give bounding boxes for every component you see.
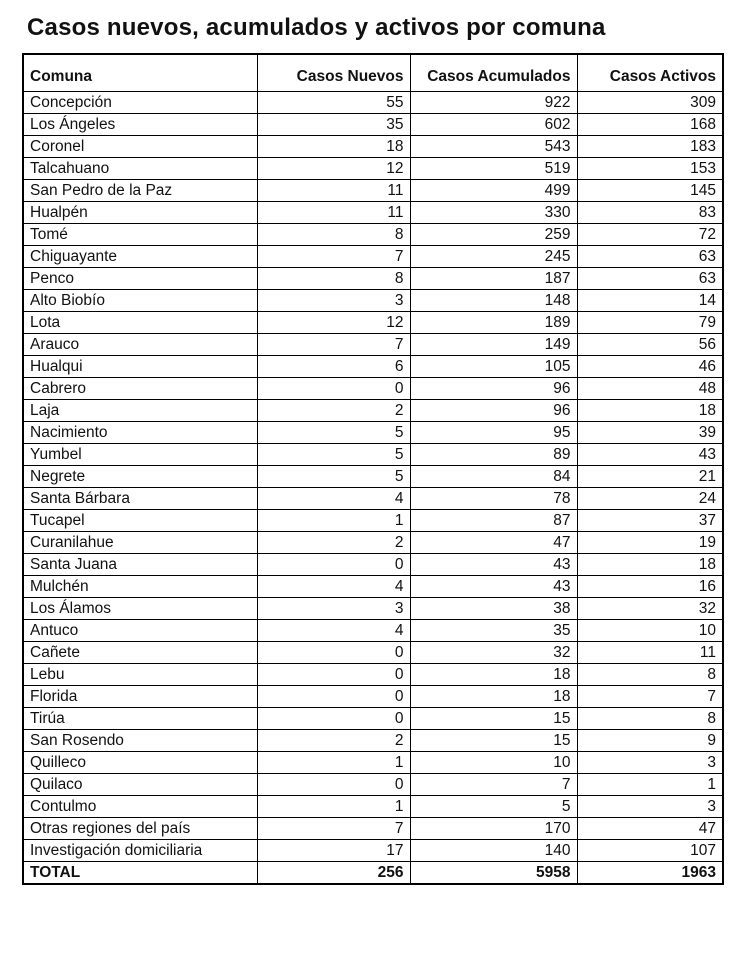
cell-comuna: Concepción	[23, 92, 257, 114]
header-casos-activos: Casos Activos	[577, 54, 723, 92]
cell-casos-acumulados: 89	[410, 444, 577, 466]
cell-casos-acumulados: 43	[410, 576, 577, 598]
cell-casos-activos: 46	[577, 356, 723, 378]
cell-casos-nuevos: 4	[257, 576, 410, 598]
cell-casos-acumulados: 499	[410, 180, 577, 202]
cell-casos-nuevos: 3	[257, 598, 410, 620]
cell-casos-activos: 48	[577, 378, 723, 400]
cell-casos-activos: 107	[577, 840, 723, 862]
cell-casos-acumulados: 922	[410, 92, 577, 114]
cell-casos-activos: 32	[577, 598, 723, 620]
cell-comuna: Negrete	[23, 466, 257, 488]
cell-comuna: Tomé	[23, 224, 257, 246]
cell-casos-nuevos: 6	[257, 356, 410, 378]
cell-casos-acumulados: 105	[410, 356, 577, 378]
cell-comuna: Cañete	[23, 642, 257, 664]
total-casos-activos: 1963	[577, 862, 723, 885]
cell-casos-activos: 83	[577, 202, 723, 224]
table-row	[23, 246, 723, 268]
cell-casos-acumulados: 32	[410, 642, 577, 664]
cell-casos-acumulados: 18	[410, 664, 577, 686]
cell-casos-activos: 18	[577, 554, 723, 576]
total-label: TOTAL	[23, 862, 257, 885]
cell-casos-acumulados: 149	[410, 334, 577, 356]
header-casos-acumulados: Casos Acumulados	[410, 54, 577, 92]
table-row	[23, 312, 723, 334]
cell-casos-acumulados: 96	[410, 378, 577, 400]
table-row	[23, 620, 723, 642]
cell-casos-acumulados: 95	[410, 422, 577, 444]
cell-casos-acumulados: 7	[410, 774, 577, 796]
cell-casos-nuevos: 0	[257, 708, 410, 730]
cell-casos-nuevos: 11	[257, 202, 410, 224]
cell-casos-nuevos: 1	[257, 510, 410, 532]
cell-casos-activos: 8	[577, 708, 723, 730]
table-row	[23, 268, 723, 290]
cell-casos-activos: 56	[577, 334, 723, 356]
cell-comuna: Quilleco	[23, 752, 257, 774]
cell-comuna: Contulmo	[23, 796, 257, 818]
cell-casos-activos: 14	[577, 290, 723, 312]
cell-casos-nuevos: 1	[257, 752, 410, 774]
cell-casos-acumulados: 259	[410, 224, 577, 246]
cell-casos-activos: 63	[577, 246, 723, 268]
cell-casos-activos: 47	[577, 818, 723, 840]
cell-casos-activos: 63	[577, 268, 723, 290]
cell-casos-acumulados: 5	[410, 796, 577, 818]
cell-casos-activos: 7	[577, 686, 723, 708]
cell-casos-activos: 19	[577, 532, 723, 554]
cell-casos-acumulados: 148	[410, 290, 577, 312]
cell-casos-nuevos: 0	[257, 774, 410, 796]
cell-casos-acumulados: 96	[410, 400, 577, 422]
cell-comuna: Chiguayante	[23, 246, 257, 268]
table-row	[23, 334, 723, 356]
cell-comuna: San Rosendo	[23, 730, 257, 752]
cell-casos-nuevos: 5	[257, 444, 410, 466]
cell-casos-activos: 153	[577, 158, 723, 180]
cell-casos-nuevos: 5	[257, 466, 410, 488]
cell-casos-nuevos: 0	[257, 642, 410, 664]
cell-casos-nuevos: 11	[257, 180, 410, 202]
cell-casos-acumulados: 187	[410, 268, 577, 290]
cell-casos-acumulados: 87	[410, 510, 577, 532]
table-row	[23, 708, 723, 730]
cell-comuna: Arauco	[23, 334, 257, 356]
cases-table	[22, 53, 724, 885]
cell-casos-activos: 16	[577, 576, 723, 598]
cell-comuna: Los Álamos	[23, 598, 257, 620]
table-row	[23, 642, 723, 664]
cell-casos-nuevos: 7	[257, 818, 410, 840]
cell-comuna: Yumbel	[23, 444, 257, 466]
cell-casos-nuevos: 0	[257, 686, 410, 708]
cell-casos-nuevos: 7	[257, 334, 410, 356]
cell-casos-activos: 18	[577, 400, 723, 422]
header-casos-nuevos: Casos Nuevos	[257, 54, 410, 92]
table-row	[23, 510, 723, 532]
cell-casos-acumulados: 189	[410, 312, 577, 334]
table-row	[23, 598, 723, 620]
cell-casos-acumulados: 18	[410, 686, 577, 708]
cell-casos-activos: 168	[577, 114, 723, 136]
table-row	[23, 356, 723, 378]
cell-comuna: Cabrero	[23, 378, 257, 400]
table-row	[23, 136, 723, 158]
total-row	[23, 862, 723, 885]
cell-comuna: Laja	[23, 400, 257, 422]
cell-casos-acumulados: 245	[410, 246, 577, 268]
cell-casos-acumulados: 43	[410, 554, 577, 576]
cell-casos-activos: 21	[577, 466, 723, 488]
cell-casos-activos: 3	[577, 752, 723, 774]
cell-casos-nuevos: 7	[257, 246, 410, 268]
cell-casos-acumulados: 84	[410, 466, 577, 488]
cell-casos-nuevos: 8	[257, 268, 410, 290]
cell-casos-nuevos: 17	[257, 840, 410, 862]
cell-comuna: Hualqui	[23, 356, 257, 378]
table-row	[23, 180, 723, 202]
cell-casos-activos: 309	[577, 92, 723, 114]
table-row	[23, 686, 723, 708]
cell-comuna: Penco	[23, 268, 257, 290]
table-row	[23, 796, 723, 818]
cell-casos-activos: 3	[577, 796, 723, 818]
cell-comuna: Lota	[23, 312, 257, 334]
table-row	[23, 92, 723, 114]
cell-casos-nuevos: 35	[257, 114, 410, 136]
cell-casos-nuevos: 4	[257, 488, 410, 510]
table-row	[23, 224, 723, 246]
cell-comuna: San Pedro de la Paz	[23, 180, 257, 202]
cell-casos-activos: 43	[577, 444, 723, 466]
cell-casos-activos: 72	[577, 224, 723, 246]
cell-casos-nuevos: 55	[257, 92, 410, 114]
cell-casos-acumulados: 38	[410, 598, 577, 620]
table-row	[23, 400, 723, 422]
cell-comuna: Curanilahue	[23, 532, 257, 554]
table-row	[23, 466, 723, 488]
table-row	[23, 202, 723, 224]
table-row	[23, 158, 723, 180]
cell-casos-acumulados: 47	[410, 532, 577, 554]
table-row	[23, 818, 723, 840]
table-row	[23, 114, 723, 136]
cell-casos-nuevos: 0	[257, 664, 410, 686]
cell-comuna: Antuco	[23, 620, 257, 642]
cell-casos-nuevos: 0	[257, 378, 410, 400]
cell-casos-acumulados: 78	[410, 488, 577, 510]
cell-casos-activos: 1	[577, 774, 723, 796]
cell-casos-activos: 37	[577, 510, 723, 532]
cell-casos-acumulados: 519	[410, 158, 577, 180]
cell-comuna: Coronel	[23, 136, 257, 158]
cell-casos-activos: 8	[577, 664, 723, 686]
cell-comuna: Tirúa	[23, 708, 257, 730]
cell-comuna: Santa Juana	[23, 554, 257, 576]
cell-comuna: Los Ángeles	[23, 114, 257, 136]
cell-comuna: Talcahuano	[23, 158, 257, 180]
cell-casos-acumulados: 602	[410, 114, 577, 136]
cell-casos-nuevos: 4	[257, 620, 410, 642]
cell-casos-acumulados: 35	[410, 620, 577, 642]
cell-casos-activos: 79	[577, 312, 723, 334]
cell-casos-nuevos: 12	[257, 158, 410, 180]
table-row	[23, 488, 723, 510]
table-row	[23, 378, 723, 400]
header-comuna: Comuna	[23, 54, 257, 92]
table-row	[23, 290, 723, 312]
cell-comuna: Florida	[23, 686, 257, 708]
table-row	[23, 532, 723, 554]
cell-casos-nuevos: 12	[257, 312, 410, 334]
cell-casos-acumulados: 330	[410, 202, 577, 224]
cell-casos-nuevos: 2	[257, 532, 410, 554]
table-row	[23, 422, 723, 444]
cell-comuna: Hualpén	[23, 202, 257, 224]
cell-casos-acumulados: 15	[410, 730, 577, 752]
cell-casos-nuevos: 5	[257, 422, 410, 444]
cell-casos-activos: 11	[577, 642, 723, 664]
cell-comuna: Nacimiento	[23, 422, 257, 444]
table-row	[23, 774, 723, 796]
cell-casos-acumulados: 10	[410, 752, 577, 774]
cell-casos-nuevos: 8	[257, 224, 410, 246]
cell-casos-activos: 9	[577, 730, 723, 752]
page-title: Casos nuevos, acumulados y activos por comuna	[27, 14, 606, 41]
cell-casos-nuevos: 2	[257, 400, 410, 422]
cell-comuna: Otras regiones del país	[23, 818, 257, 840]
table-row	[23, 444, 723, 466]
cell-casos-nuevos: 2	[257, 730, 410, 752]
cell-casos-nuevos: 1	[257, 796, 410, 818]
cell-comuna: Santa Bárbara	[23, 488, 257, 510]
cell-casos-acumulados: 543	[410, 136, 577, 158]
cell-casos-nuevos: 18	[257, 136, 410, 158]
table-row	[23, 752, 723, 774]
cell-casos-activos: 183	[577, 136, 723, 158]
cell-casos-acumulados: 15	[410, 708, 577, 730]
table-row	[23, 730, 723, 752]
cell-casos-activos: 39	[577, 422, 723, 444]
cell-comuna: Quilaco	[23, 774, 257, 796]
cell-casos-acumulados: 170	[410, 818, 577, 840]
header-row	[23, 54, 723, 92]
table-body	[23, 92, 723, 885]
cell-comuna: Investigación domiciliaria	[23, 840, 257, 862]
cell-comuna: Tucapel	[23, 510, 257, 532]
table-row	[23, 840, 723, 862]
cell-casos-nuevos: 0	[257, 554, 410, 576]
cell-casos-activos: 10	[577, 620, 723, 642]
total-casos-acumulados: 5958	[410, 862, 577, 885]
cell-casos-acumulados: 140	[410, 840, 577, 862]
cell-comuna: Lebu	[23, 664, 257, 686]
cell-casos-activos: 24	[577, 488, 723, 510]
cell-casos-nuevos: 3	[257, 290, 410, 312]
table-row	[23, 554, 723, 576]
cell-comuna: Mulchén	[23, 576, 257, 598]
cell-casos-activos: 145	[577, 180, 723, 202]
table-row	[23, 576, 723, 598]
cell-comuna: Alto Biobío	[23, 290, 257, 312]
total-casos-nuevos: 256	[257, 862, 410, 885]
table-row	[23, 664, 723, 686]
